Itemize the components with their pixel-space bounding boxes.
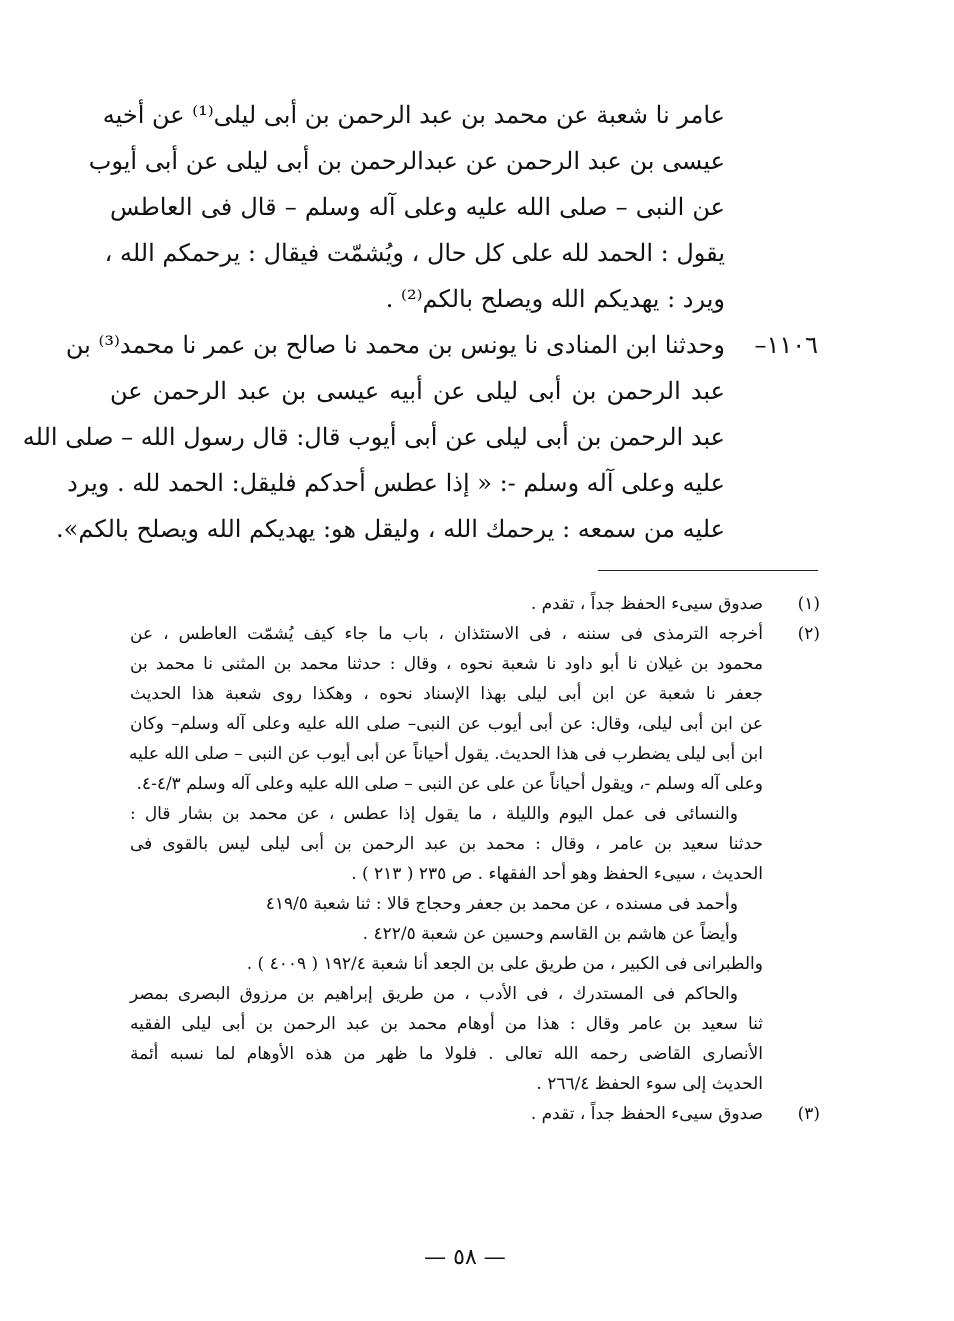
footnote-line: الحديث ، سيىء الحفظ وهو أحد الفقهاء . ص ٢٣٥ ( ٢١٣ ) . <box>351 864 763 884</box>
footnote-line: الحديث إلى سوء الحفظ ٢٦٦/٤ . <box>536 1074 763 1094</box>
footnote-line: صدوق سيىء الحفظ جداً ، تقدم . <box>530 594 763 614</box>
main-text-line: وحدثنا ابن المنادى نا يونس بن محمد نا صالح بن عمر نا محمد⁽³⁾ بن <box>65 331 725 359</box>
main-text-line: عبد الرحمن بن أبى ليلى عن أبى أيوب قال: قال رسول الله – صلى الله <box>22 423 725 451</box>
footnote-line: ثنا سعيد بن عامر وقال : هذا من أوهام محمد بن عبد الرحمن بن أبى ليلى الفقيه <box>130 1014 763 1034</box>
footnote-line: جعفر نا شعبة عن ابن أبى ليلى بهذا الإسناد نحوه ، وهكذا روى شعبة هذا الحديث <box>130 684 763 704</box>
main-text-line: ويرد : يهديكم الله ويصلح بالكم⁽²⁾ . <box>385 285 725 313</box>
footnote-line: محمود بن غيلان نا أبو داود نا شعبة نحوه ، وقال : حدثنا محمد بن المثنى نا محمد بن <box>130 654 763 674</box>
footnote-line: الأنصارى القاضى رحمه الله تعالى . فلولا ما ظهر من هذه الأوهام لما نسبه أئمة <box>130 1044 763 1064</box>
main-text <box>22 92 725 552</box>
main-text-line: عيسى بن عبد الرحمن عن عبدالرحمن بن أبى ليلى عن أبى أيوب <box>88 147 725 175</box>
footnote-marker-1: (١) <box>797 594 820 614</box>
footnote-marker-2: (٢) <box>797 624 820 644</box>
hadith-number: ١١٠٦– <box>754 331 818 359</box>
footnote-line: ابن أبى ليلى يضطرب فى هذا الحديث. يقول أحياناً عن أبى أيوب عن النبى – صلى الله عليه <box>128 744 763 764</box>
footnote-line: أخرجه الترمذى فى سننه ، فى الاستئذان ، باب ما جاء كيف يُشمّت العاطس ، عن <box>130 624 763 644</box>
footnote-line: وعلى آله وسلم -، ويقول أحياناً عن على عن النبى – صلى الله عليه وعلى آله وسلم ٤/٣-٤. <box>136 774 763 794</box>
footnote-line: عن ابن أبى ليلى، وقال: عن أبى أيوب عن النبى– صلى الله عليه وعلى آله وسلم– وكان <box>130 714 763 734</box>
main-text-line: عليه وعلى آله وسلم -: « إذا عطس أحدكم فليقل: الحمد لله . ويرد <box>67 469 725 497</box>
footnote-line: وأيضاً عن هاشم بن القاسم وحسين عن شعبة ٤٢٢/٥ . <box>362 924 738 944</box>
page-number: — ٥٨ — <box>424 1245 506 1270</box>
main-text-line: عن النبى – صلى الله عليه وعلى آله وسلم – قال فى العاطس <box>110 193 725 221</box>
footnote-separator <box>598 570 818 571</box>
main-text-line: عامر نا شعبة عن محمد بن عبد الرحمن بن أبى ليلى⁽¹⁾ عن أخيه <box>102 101 725 129</box>
main-text-line: يقول : الحمد لله على كل حال ، ويُشمّت فيقال : يرحمكم الله ، <box>104 239 725 267</box>
footnote-line: والحاكم فى المستدرك ، فى الأدب ، من طريق إبراهيم بن مرزوق البصرى بمصر <box>130 984 738 1004</box>
main-text-line: عبد الرحمن بن أبى ليلى عن أبيه عيسى بن عبد الرحمن عن <box>110 377 725 405</box>
footnote-line: وأحمد فى مسنده ، عن محمد بن جعفر وحجاج قالا : ثنا شعبة ٤١٩/٥ <box>265 894 738 914</box>
footnote-line: والنسائى فى عمل اليوم والليلة ، ما يقول إذا عطس ، عن محمد بن بشار قال : <box>130 804 738 824</box>
footnote-line: صدوق سيىء الحفظ جداً ، تقدم . <box>530 1104 763 1124</box>
footnote-marker-3: (٣) <box>797 1104 820 1124</box>
footnote-line: حدثنا سعيد بن عامر ، وقال : محمد بن عبد الرحمن بن أبى ليلى ليس بالقوى فى <box>130 834 763 854</box>
main-text-line: عليه من سمعه : يرحمك الله ، وليقل هو: يهديكم الله ويصلح بالكم». <box>56 515 725 543</box>
footnote-line: والطبرانى فى الكبير ، من طريق على بن الجعد أنا شعبة ١٩٢/٤ ( ٤٠٠٩ ) . <box>246 954 763 974</box>
